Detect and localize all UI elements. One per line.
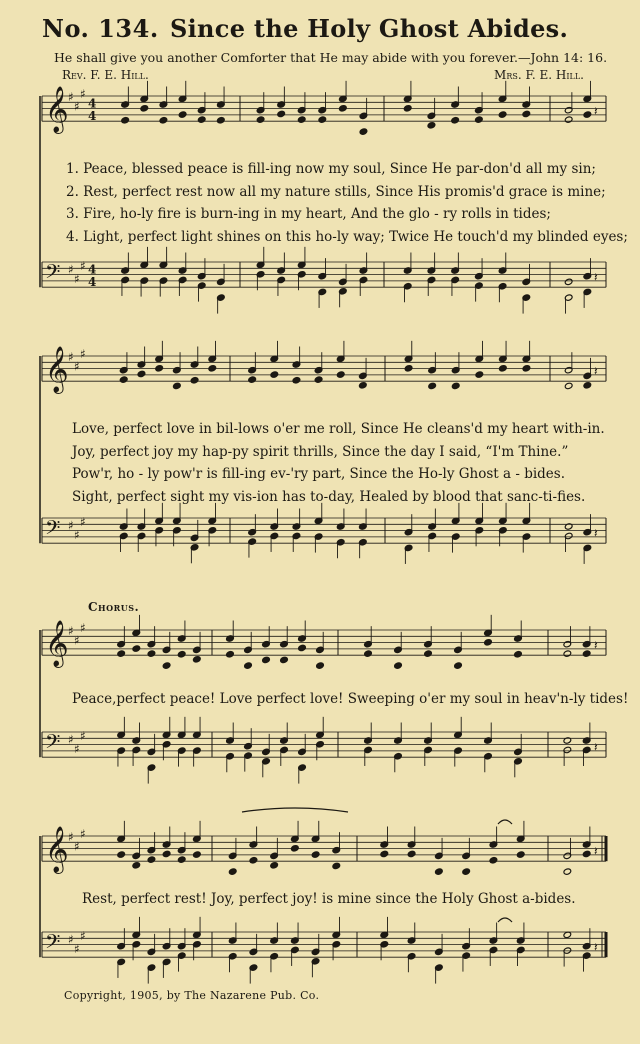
sharp-icon: ♯ [68, 732, 74, 747]
note-head [522, 110, 531, 117]
note-head [498, 111, 507, 118]
verse-1-line-b: Love, perfect love in bil-lows o'er me roll, Since He cleans'd my heart with-in. [72, 421, 605, 437]
sharp-icon: ♯ [68, 518, 74, 533]
rest-icon: 𝄽 [594, 843, 598, 858]
sharp-icon: ♯ [74, 633, 80, 648]
note-head [193, 656, 202, 663]
verse-lyrics-part2 [72, 418, 605, 508]
note-head [292, 377, 301, 384]
sharp-icon: ♯ [68, 90, 74, 104]
note-head [339, 105, 348, 112]
sharp-icon: ♯ [74, 839, 80, 854]
note-head [359, 128, 368, 135]
note-head [475, 116, 484, 123]
hymn-title: Since the Holy Ghost Abides. [170, 14, 569, 43]
note-head [147, 650, 156, 657]
sharp-icon: ♯ [80, 515, 86, 530]
hymn-number: No. 134. [42, 14, 159, 43]
note-head [208, 365, 217, 372]
verse-1-line-a: 1. Peace, blessed peace is fill-ing now my soul, Since He par-don'd all my sin; [66, 161, 596, 177]
time-signature-bottom: 4 [88, 275, 97, 290]
time-signature-bottom: 4 [88, 109, 97, 124]
note-head [563, 868, 572, 875]
note-head [190, 377, 199, 384]
note-head [336, 371, 345, 378]
sharp-icon: ♯ [74, 271, 80, 286]
note-head [270, 371, 279, 378]
note-head [280, 656, 289, 663]
note-head [454, 662, 463, 669]
sharp-icon: ♯ [68, 830, 74, 844]
verse-3-line-a: 3. Fire, ho-ly fire is burn-ing in my heart, And the glo - ry rolls in tides; [66, 206, 551, 222]
bass-clef-icon: 𝄢 [45, 730, 61, 759]
sharp-icon: ♯ [80, 259, 86, 274]
note-head [197, 116, 206, 123]
note-head [228, 868, 237, 875]
note-head [582, 650, 591, 657]
note-head [564, 278, 573, 285]
note-head [270, 862, 279, 869]
note-head [298, 644, 307, 651]
note-head [475, 371, 484, 378]
note-head [178, 111, 187, 118]
note-head [132, 862, 141, 869]
note-head [226, 651, 235, 658]
verse-4-line-a: 4. Light, perfect light shines on this ho-ly way; Twice He touch'd my blinded eyes; [66, 228, 628, 245]
chorus-label: Chorus. [88, 600, 140, 614]
note-head [318, 116, 327, 123]
sharp-icon: ♯ [80, 346, 86, 361]
lyricist-credit: Rev. F. E. Hill. [62, 68, 149, 82]
note-head [119, 376, 128, 383]
note-head [451, 117, 460, 124]
sharp-icon: ♯ [68, 932, 74, 947]
note-head [435, 868, 444, 875]
note-head [244, 662, 253, 669]
treble-clef-icon: 𝄞 [45, 826, 69, 873]
note-head [162, 850, 171, 857]
note-head [428, 382, 437, 389]
note-head [262, 656, 271, 663]
note-head [177, 651, 186, 658]
note-head [407, 850, 416, 857]
note-head [403, 105, 412, 112]
note-head [162, 662, 171, 669]
note-head [516, 851, 525, 858]
note-head [316, 662, 325, 669]
sharp-icon: ♯ [80, 929, 86, 944]
rest-icon: 𝄽 [594, 739, 598, 754]
note-head [173, 382, 182, 389]
note-head [489, 857, 498, 864]
composer-credit: Mrs. F. E. Hill. [494, 68, 584, 82]
rest-icon: 𝄽 [594, 525, 598, 540]
verse-2-line-a: 2. Rest, perfect rest now all my nature stills, Since His promis'd grace is mine; [66, 183, 606, 200]
chorus-lyrics-line-1: Peace,perfect peace! Love perfect love! Sweeping o'er my soul in heav'n-ly tides! [72, 691, 629, 707]
sharp-icon: ♯ [74, 741, 80, 756]
note-head [380, 850, 389, 857]
note-head [499, 365, 508, 372]
verse-4-line-b: Sight, perfect sight my vis-ion has to-day, Healed by blood that sanc-ti-fies. [72, 488, 586, 505]
note-head [314, 376, 323, 383]
note-head [217, 117, 226, 124]
note-head [311, 851, 320, 858]
bass-clef-icon: 𝄢 [45, 930, 61, 959]
sharp-icon: ♯ [80, 620, 86, 635]
bass-clef-icon: 𝄢 [45, 260, 61, 289]
note-head [359, 382, 368, 389]
note-head [364, 650, 373, 657]
sharp-icon: ♯ [74, 941, 80, 956]
sharp-icon: ♯ [80, 826, 86, 841]
note-head [117, 650, 126, 657]
sharp-icon: ♯ [74, 359, 80, 374]
note-head [522, 365, 531, 372]
note-head [121, 117, 130, 124]
treble-clef-icon: 𝄞 [45, 86, 69, 133]
copyright-notice: Copyright, 1905, by The Nazarene Pub. Co. [64, 989, 320, 1002]
time-signature-top: 4 [88, 262, 97, 277]
note-head [583, 382, 592, 389]
note-head [159, 117, 168, 124]
fermata-icon [498, 820, 512, 824]
note-head [451, 382, 460, 389]
note-head [256, 116, 265, 123]
note-head [291, 845, 300, 852]
rest-icon: 𝄽 [594, 269, 598, 284]
note-head [582, 850, 591, 857]
rest-icon: 𝄽 [594, 103, 598, 118]
note-head [177, 856, 186, 863]
note-head [137, 370, 146, 377]
note-head [277, 110, 286, 117]
note-head [564, 382, 573, 389]
rest-icon: 𝄽 [594, 363, 598, 378]
sharp-icon: ♯ [68, 350, 74, 364]
note-head [563, 650, 572, 657]
note-head [514, 651, 523, 658]
bass-clef-icon: 𝄢 [45, 516, 61, 545]
sharp-icon: ♯ [74, 99, 80, 114]
note-head [132, 645, 141, 652]
sharp-icon: ♯ [68, 624, 74, 638]
note-head [484, 639, 493, 646]
rest-icon: 𝄽 [594, 637, 598, 652]
note-head [404, 365, 413, 372]
note-head [462, 868, 471, 875]
sharp-icon: ♯ [80, 86, 86, 101]
treble-clef-icon: 𝄞 [45, 346, 69, 393]
rest-icon: 𝄽 [594, 939, 598, 954]
treble-clef-icon: 𝄞 [45, 620, 69, 667]
note-head [140, 105, 149, 112]
note-head [249, 857, 258, 864]
sharp-icon: ♯ [68, 262, 74, 277]
note-head [193, 851, 202, 858]
note-head [117, 851, 126, 858]
fermata-icon [498, 918, 512, 922]
verse-3-line-b: Pow'r, ho - ly pow'r is fill-ing ev-'ry part, Since the Ho-ly Ghost a - bides. [72, 466, 566, 482]
note-head [424, 650, 433, 657]
note-head [332, 862, 341, 869]
time-signature-top: 4 [88, 96, 97, 111]
slur [242, 808, 348, 812]
note-head [427, 122, 436, 129]
note-head [583, 111, 592, 118]
chorus-lyrics-line-2: Rest, perfect rest! Joy, perfect joy! is mine since the Holy Ghost a-bides. [82, 891, 576, 907]
note-head [248, 376, 257, 383]
verse-2-line-b: Joy, perfect joy my hap-py spirit thrills, Since the day I said, “I'm Thine.” [72, 443, 569, 460]
verse-lyrics-part1 [66, 158, 628, 248]
sharp-icon: ♯ [74, 527, 80, 542]
note-head [155, 365, 164, 372]
scripture-reference: He shall give you another Comforter that He may abide with you forever.—John 14: 16. [54, 50, 608, 65]
note-head [147, 856, 156, 863]
note-head [564, 116, 573, 123]
sharp-icon: ♯ [80, 729, 86, 744]
note-head [297, 116, 306, 123]
note-head [394, 662, 403, 669]
